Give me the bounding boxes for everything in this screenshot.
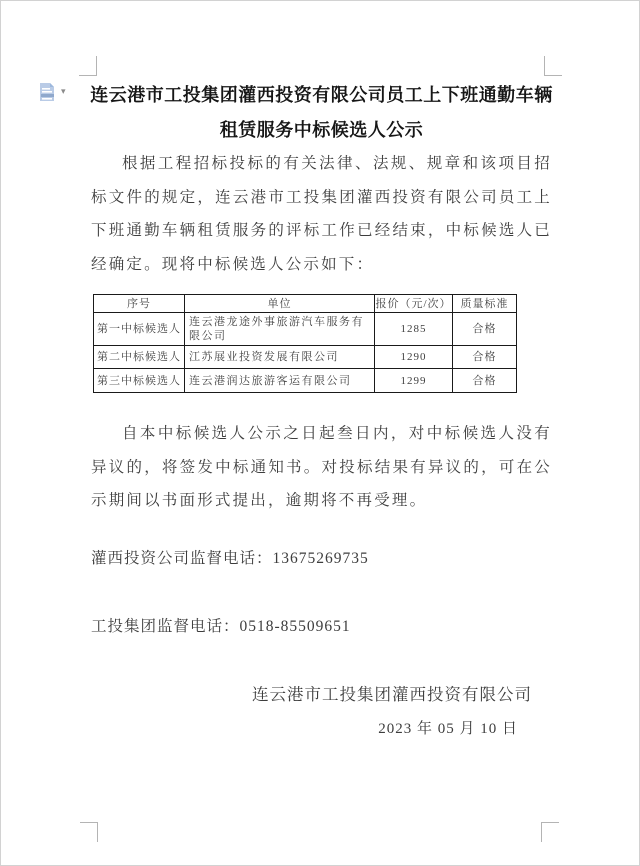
cell-quality: 合格 [453,369,517,393]
paste-options-button[interactable] [39,82,75,106]
signoff-date: 2023 年 05 月 10 日 [378,721,518,737]
signoff-company: 连云港市工投集团灌西投资有限公司 [252,685,532,704]
cell-unit: 连云港龙途外事旅游汽车服务有限公司 [185,313,375,346]
bid-candidates-table [93,294,517,393]
table-row [94,313,517,346]
document-title-line1: 连云港市工投集团灌西投资有限公司员工上下班通勤车辆 [90,85,553,105]
document-title-line2: 租赁服务中标候选人公示 [219,119,424,140]
chevron-down-icon[interactable]: ▾ [61,87,66,97]
header-quality: 质量标准 [453,295,517,313]
cell-quality: 合格 [453,313,517,346]
header-unit: 单位 [185,295,375,313]
cell-seq: 第二中标候选人 [94,346,185,369]
paragraph-notice: 自本中标候选人公示之日起叁日内，对中标候选人没有异议的，将签发中标通知书。对投标结果有异议的，可在公示期间以书面形式提出，逾期将不再受理。 [91,425,552,510]
paragraph-intro: 根据工程招标投标的有关法律、法规、规章和该项目招标文件的规定，连云港市工投集团灌西投资有限公司员工上下班通勤车辆租赁服务的评标工作已经结束，中标候选人已经确定。现将中标候选人公示如下： [91,155,552,273]
table-row [94,346,517,369]
margin-mark-top-right [544,56,562,76]
guanxi-supervision-phone: 灌西投资公司监督电话：13675269735 [91,550,369,567]
cell-unit: 江苏展业投资发展有限公司 [185,346,375,369]
document-title [89,78,554,147]
margin-mark-top-left [79,56,97,76]
table-row [94,369,517,393]
margin-mark-bottom-left [80,822,98,842]
cell-seq: 第一中标候选人 [94,313,185,346]
cell-price: 1299 [375,369,453,393]
header-seq: 序号 [94,295,185,313]
table-header-row [94,295,517,313]
margin-mark-bottom-right [541,822,559,842]
cell-seq: 第三中标候选人 [94,369,185,393]
cell-price: 1285 [375,313,453,346]
header-price: 报价（元/次） [375,295,453,313]
cell-unit: 连云港润达旅游客运有限公司 [185,369,375,393]
cell-price: 1290 [375,346,453,369]
gongtou-supervision-phone: 工投集团监督电话：0518-85509651 [91,618,351,635]
cell-quality: 合格 [453,346,517,369]
